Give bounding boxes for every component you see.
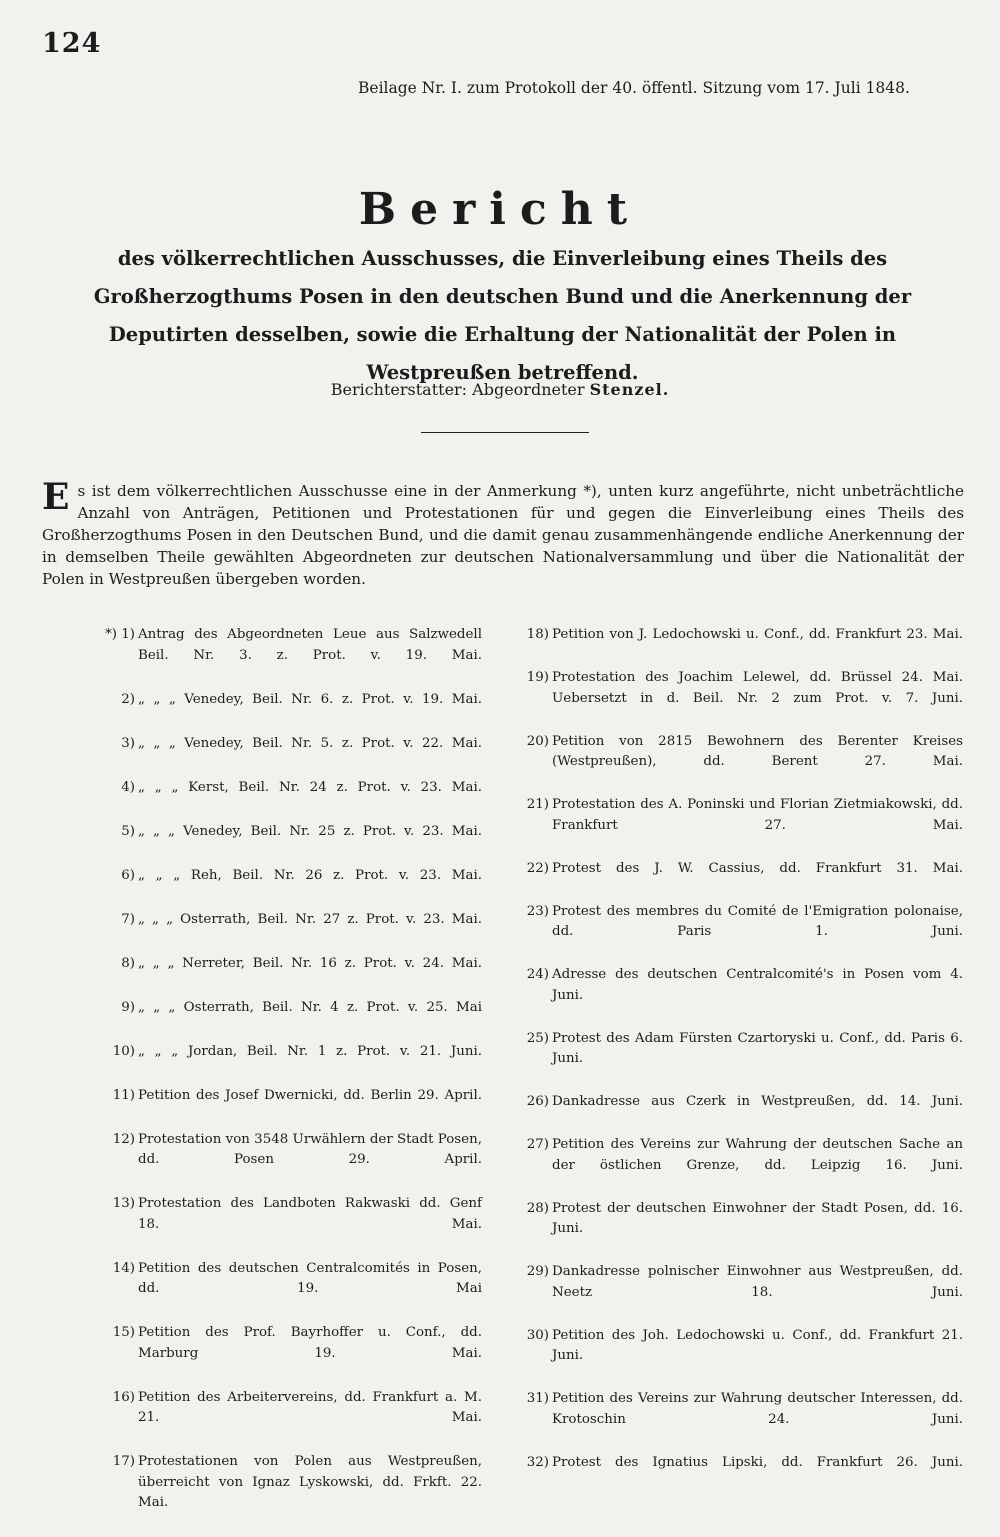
document-subtitle: des völkerrechtlichen Ausschusses, die Einverleibung eines Theils des Großherzogthums Posen in den deutschen Bund und die Anerkennung der Deputirten desselben, sowie die Erhaltung der Nationalität der Polen in Westpreußen betreffend.: [93, 247, 912, 384]
reporter-name: Stenzel.: [589, 380, 670, 399]
drop-cap: E: [42, 476, 70, 518]
footnote-number: 10): [112, 1043, 135, 1059]
footnotes-right-column: [518, 625, 963, 1496]
footnote-text: Petition des Joh. Ledochowski u. Conf., dd. Frankfurt 21. Juni.: [552, 1327, 963, 1363]
footnote-text: Petition des Vereins zur Wahrung der deutschen Sache an der östlichen Grenze, dd. Leipzig 16. Juni.: [552, 1137, 963, 1173]
footnote-number: 13): [112, 1196, 135, 1211]
footnote-entry: [518, 668, 963, 730]
footnote-number: 14): [112, 1260, 135, 1276]
intro-text: s ist dem völkerrechtlichen Ausschusse eine in der Anmerkung *), unten kurz angeführte, nicht unbeträchtliche Anzahl von Anträgen, Petitionen und Protestationen für und gegen die Einverleibung eines Theils des Großherzogthums Posen in den Deutschen Bund, und die damit genau zusammenhängende endliche Anerkennung der in demselben Theile gewählten Abgeordneten zur deutschen Nationalversammlung und über die Nationalität der Polen in Westpreußen übergeben worden.: [42, 482, 964, 588]
footnote-entry: [40, 822, 482, 863]
footnote-number: 3): [121, 735, 135, 751]
footnote-number: 24): [526, 967, 549, 982]
footnote-number: *) 1): [105, 627, 135, 642]
footnotes-left-column: [40, 625, 482, 1537]
footnote-number: 28): [526, 1200, 549, 1216]
footnote-entry: [518, 795, 963, 857]
title-divider: [421, 432, 589, 433]
footnote-entry: [40, 1130, 482, 1192]
footnote-number: 4): [121, 779, 135, 795]
footnote-entry: [518, 965, 963, 1027]
footnote-text: Petition des deutschen Centralcomités in Posen, dd. 19. Mai: [138, 1260, 482, 1296]
footnote-entry: [40, 1323, 482, 1385]
footnote-entry: [518, 1453, 963, 1494]
footnote-text: Protest des Ignatius Lipski, dd. Frankfurt 26. Juni.: [552, 1454, 963, 1470]
footnote-number: 16): [112, 1389, 135, 1405]
footnote-text: Petition von J. Ledochowski u. Conf., dd. Frankfurt 23. Mai.: [552, 627, 963, 642]
footnote-number: 32): [526, 1454, 549, 1470]
footnote-entry: [518, 859, 963, 900]
footnote-text: „ „ „ Osterrath, Beil. Nr. 27 z. Prot. v. 23. Mai.: [138, 911, 482, 927]
footnote-text: Protestation von 3548 Urwählern der Stadt Posen, dd. Posen 29. April.: [138, 1131, 482, 1167]
footnote-number: 8): [121, 955, 135, 971]
footnote-entry: [518, 1135, 963, 1197]
footnote-number: 17): [112, 1454, 135, 1469]
footnote-text: „ „ „ Jordan, Beil. Nr. 1 z. Prot. v. 21. Juni.: [138, 1043, 482, 1059]
footnote-text: Dankadresse aus Czerk in Westpreußen, dd. 14. Juni.: [552, 1094, 963, 1109]
footnote-text: Dankadresse polnischer Einwohner aus Westpreußen, dd. Neetz 18. Juni.: [552, 1264, 963, 1300]
footnote-text: Protestation des A. Poninski und Florian Zietmiakowski, dd. Frankfurt 27. Mai.: [552, 797, 963, 833]
footnote-number: 6): [121, 867, 135, 883]
footnote-entry: [40, 1086, 482, 1127]
footnote-number: 21): [526, 797, 549, 812]
footnote-entry: [40, 1194, 482, 1256]
footnote-text: Petition des Josef Dwernicki, dd. Berlin 29. April.: [138, 1087, 482, 1103]
footnote-number: 15): [112, 1325, 135, 1340]
footnote-text: Protestation des Landboten Rakwaski dd. Genf 18. Mai.: [138, 1196, 482, 1232]
reporter-line: [0, 380, 1000, 399]
footnote-entry: [518, 625, 963, 666]
footnote-number: 29): [526, 1264, 549, 1279]
footnote-number: 18): [526, 627, 549, 642]
footnote-number: 11): [112, 1087, 135, 1103]
footnote-entry: [40, 734, 482, 775]
footnote-text: „ „ „ Osterrath, Beil. Nr. 4 z. Prot. v. 25. Mai: [138, 999, 482, 1015]
footnote-number: 9): [121, 999, 135, 1015]
footnote-number: 2): [121, 691, 135, 707]
footnote-entry: [518, 1389, 963, 1451]
footnote-number: 27): [526, 1137, 549, 1152]
footnote-number: 5): [121, 823, 135, 839]
footnote-text: „ „ „ Reh, Beil. Nr. 26 z. Prot. v. 23. Mai.: [138, 867, 482, 883]
footnote-text: Antrag des Abgeordneten Leue aus Salzwedell Beil. Nr. 3. z. Prot. v. 19. Mai.: [138, 627, 482, 663]
footnote-entry: [40, 690, 482, 731]
footnote-entry: [40, 1388, 482, 1450]
footnote-number: 23): [526, 903, 549, 919]
footnote-entry: [40, 1452, 482, 1534]
page-number: 124: [42, 28, 102, 59]
footnote-entry: [40, 998, 482, 1039]
footnote-number: 22): [526, 860, 549, 876]
footnote-text: „ „ „ Venedey, Beil. Nr. 5. z. Prot. v. 22. Mai.: [138, 735, 482, 751]
footnote-text: Petition von 2815 Bewohnern des Berenter Kreises (Westpreußen), dd. Berent 27. Mai.: [552, 733, 963, 769]
footnote-text: Petition des Arbeitervereins, dd. Frankfurt a. M. 21. Mai.: [138, 1389, 482, 1425]
footnote-entry: [518, 1262, 963, 1324]
footnote-text: Protest des J. W. Cassius, dd. Frankfurt 31. Mai.: [552, 860, 963, 876]
footnote-entry: [518, 1029, 963, 1091]
running-header: Beilage Nr. I. zum Protokoll der 40. öffentl. Sitzung vom 17. Juli 1848.: [358, 79, 910, 97]
footnote-number: 12): [112, 1131, 135, 1147]
footnote-number: 20): [526, 733, 549, 749]
footnote-number: 7): [121, 911, 135, 927]
document-title: Bericht: [358, 184, 642, 235]
footnote-number: 26): [526, 1094, 549, 1109]
footnote-text: „ „ „ Venedey, Beil. Nr. 6. z. Prot. v. 19. Mai.: [138, 691, 482, 707]
footnote-entry: [518, 732, 963, 794]
footnote-entry: [40, 778, 482, 819]
footnote-text: Protest des membres du Comité de l'Emigration polonaise, dd. Paris 1. Juni.: [552, 903, 963, 939]
footnote-number: 30): [526, 1327, 549, 1343]
footnote-text: Protest der deutschen Einwohner der Stadt Posen, dd. 16. Juni.: [552, 1200, 963, 1236]
footnote-entry: [40, 910, 482, 951]
footnote-text: „ „ „ Nerreter, Beil. Nr. 16 z. Prot. v. 24. Mai.: [138, 955, 482, 971]
footnote-text: Petition des Prof. Bayrhoffer u. Conf., dd. Marburg 19. Mai.: [138, 1325, 482, 1361]
footnote-entry: [518, 1092, 963, 1133]
footnote-entry: [518, 1326, 963, 1388]
footnote-entry: [40, 1042, 482, 1083]
footnote-number: 19): [526, 670, 549, 685]
footnote-entry: [40, 625, 482, 687]
footnote-text: Protestation des Joachim Lelewel, dd. Brüssel 24. Mai. Uebersetzt in d. Beil. Nr. 2 zum Prot. v. 7. Juni.: [552, 670, 963, 706]
footnote-number: 25): [526, 1030, 549, 1046]
footnote-entry: [518, 902, 963, 964]
footnote-text: Protestationen von Polen aus Westpreußen, überreicht von Ignaz Lyskowski, dd. Frkft. 22. Mai.: [138, 1454, 482, 1510]
reporter-label: Berichterstatter: Abgeordneter: [330, 380, 585, 399]
footnote-text: „ „ „ Venedey, Beil. Nr. 25 z. Prot. v. 23. Mai.: [138, 823, 482, 839]
footnote-entry: [40, 954, 482, 995]
footnote-text: Adresse des deutschen Centralcomité's in Posen vom 4. Juni.: [552, 967, 963, 1003]
footnote-entry: [40, 866, 482, 907]
footnote-text: Protest des Adam Fürsten Czartoryski u. Conf., dd. Paris 6. Juni.: [552, 1030, 963, 1066]
intro-paragraph: [42, 476, 964, 590]
footnote-text: Petition des Vereins zur Wahrung deutscher Interessen, dd. Krotoschin 24. Juni.: [552, 1391, 963, 1427]
footnote-entry: [40, 1259, 482, 1321]
footnote-number: 31): [526, 1391, 549, 1406]
footnote-entry: [518, 1199, 963, 1261]
footnote-text: „ „ „ Kerst, Beil. Nr. 24 z. Prot. v. 23. Mai.: [138, 779, 482, 795]
